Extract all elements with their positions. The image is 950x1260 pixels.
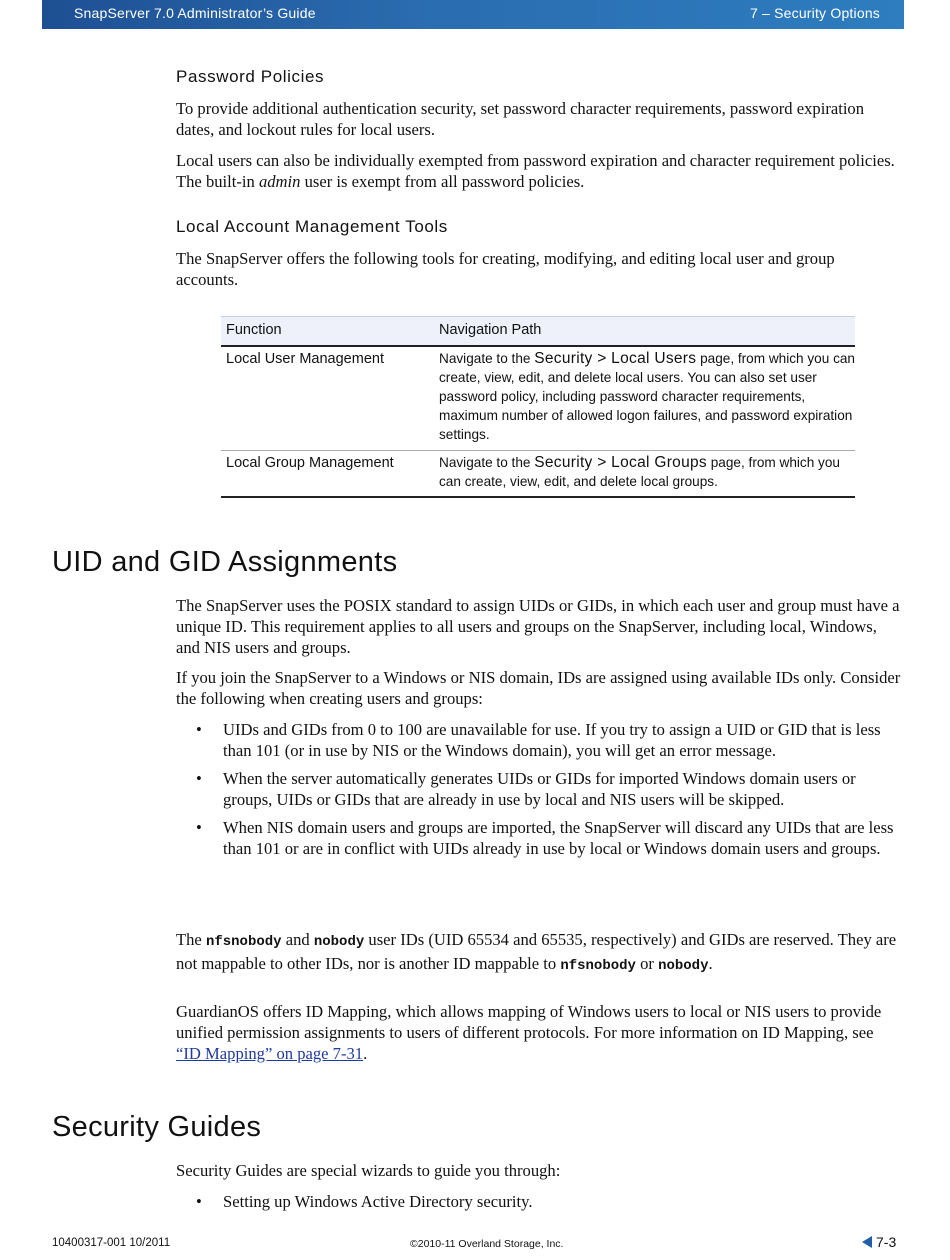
list-item-text: When the server automatically generates UIDs or GIDs for imported Windows domain users or groups, UIDs or GIDs that are already in use by local and NIS users will be skipped. <box>223 769 856 809</box>
nav-path-local-groups: Security > Local Groups <box>534 454 707 471</box>
list-item-text: When NIS domain users and groups are imported, the SnapServer will discard any UIDs that are less than 101 or are in conflict with UIDs already in use by local or Windows domain users and groups. <box>223 818 894 858</box>
navigation-cell <box>434 451 855 496</box>
text-span: or <box>635 954 659 973</box>
guide-title: SnapServer 7.0 Administrator’s Guide <box>74 5 316 21</box>
uid-gid-paragraph-2: If you join the SnapServer to a Windows or NIS domain, IDs are assigned using available IDs only. Consider the following when creating users and groups: <box>176 668 901 708</box>
text-span: user is exempt from all password policies. <box>300 172 585 191</box>
function-cell: Local User Management <box>226 351 384 367</box>
security-guides-paragraph: Security Guides are special wizards to guide you through: <box>176 1161 561 1180</box>
back-arrow-icon[interactable] <box>862 1236 872 1248</box>
function-cell: Local Group Management <box>226 455 394 471</box>
text-span: GuardianOS offers ID Mapping, which allows mapping of Windows users to local or NIS users to provide unified permission assignments to users of different protocols. For more information on ID Mapping, see <box>176 1002 882 1042</box>
security-guides-section-title: Security Guides <box>52 1111 262 1143</box>
nav-path-local-users: Security > Local Users <box>534 350 697 367</box>
local-tools-paragraph: The SnapServer offers the following tools for creating, modifying, and editing local user and group accounts. <box>176 249 835 289</box>
text-span: page, from which you can create, view, edit, and delete local users. You can also set user password policy, including password character requirements, maximum number of allowed logon failures, and password expiration settings. <box>439 351 855 442</box>
id-mapping-link[interactable]: “ID Mapping” on page 7-31 <box>176 1044 364 1063</box>
text-span: . <box>363 1044 368 1063</box>
bullet-icon: • <box>196 1192 202 1211</box>
password-policies-paragraph-2 <box>176 150 901 192</box>
bullet-icon: • <box>196 720 202 739</box>
document-number: 10400317-001 10/2011 <box>52 1237 171 1249</box>
list-item <box>196 768 901 810</box>
page-number <box>862 1234 896 1250</box>
bullet-icon: • <box>196 769 202 788</box>
security-guides-bullet-list <box>196 1191 901 1219</box>
list-item-text: Setting up Windows Active Directory security. <box>223 1192 533 1211</box>
text-span: The <box>176 930 206 949</box>
uid-gid-paragraph-4 <box>176 1001 901 1064</box>
local-tools-heading: Local Account Management Tools <box>176 217 448 236</box>
text-span: and <box>281 930 314 949</box>
list-item <box>196 1191 901 1212</box>
uid-gid-paragraph-3 <box>176 929 901 977</box>
list-item <box>196 817 901 859</box>
navigation-cell <box>434 347 855 450</box>
code-nobody: nobody <box>658 958 709 974</box>
table-row <box>221 347 855 451</box>
password-policies-heading: Password Policies <box>176 67 325 86</box>
code-nfsnobody: nfsnobody <box>560 958 636 974</box>
text-span: . <box>708 954 713 973</box>
header-bar <box>42 0 904 29</box>
local-tools-table <box>221 316 855 498</box>
text-span: Navigate to the <box>439 351 535 366</box>
chapter-title: 7 – Security Options <box>749 5 880 21</box>
text-span: Local users can also be individually exempted from password expiration and character requirement policies. The built-in <box>176 151 895 191</box>
text-span: Navigate to the <box>439 455 535 470</box>
page-number-text: 7-3 <box>876 1234 897 1250</box>
table-header-row <box>221 316 855 347</box>
col-function-header: Function <box>226 322 282 338</box>
list-item <box>196 719 901 761</box>
col-navigation-header: Navigation Path <box>439 322 542 338</box>
table-row <box>221 451 855 498</box>
text-span: page, from which you can create, view, edit, and delete local groups. <box>439 455 840 489</box>
password-policies-paragraph-1: To provide additional authentication security, set password character requirements, password expiration dates, and lockout rules for local users. <box>176 99 865 139</box>
list-item-text: UIDs and GIDs from 0 to 100 are unavailable for use. If you try to assign a UID or GID that is less than 101 (or in use by NIS or the Windows domain), you will get an error message. <box>223 720 881 760</box>
uid-gid-bullet-list <box>196 719 901 866</box>
uid-gid-section-title: UID and GID Assignments <box>52 546 398 578</box>
copyright: ©2010-11 Overland Storage, Inc. <box>410 1238 564 1250</box>
text-span: user IDs (UID 65534 and 65535, respectively) and GIDs are reserved. They are not mappable to other IDs, nor is another ID mappable to <box>176 930 897 973</box>
bullet-icon: • <box>196 818 202 837</box>
code-nfsnobody: nfsnobody <box>205 934 282 950</box>
admin-italic: admin <box>258 172 301 191</box>
code-nobody: nobody <box>313 934 365 950</box>
uid-gid-paragraph-1: The SnapServer uses the POSIX standard to assign UIDs or GIDs, in which each user and group must have a unique ID. This requirement applies to all users and groups on the SnapServer, including local, Windows, and NIS users and groups. <box>176 596 900 657</box>
